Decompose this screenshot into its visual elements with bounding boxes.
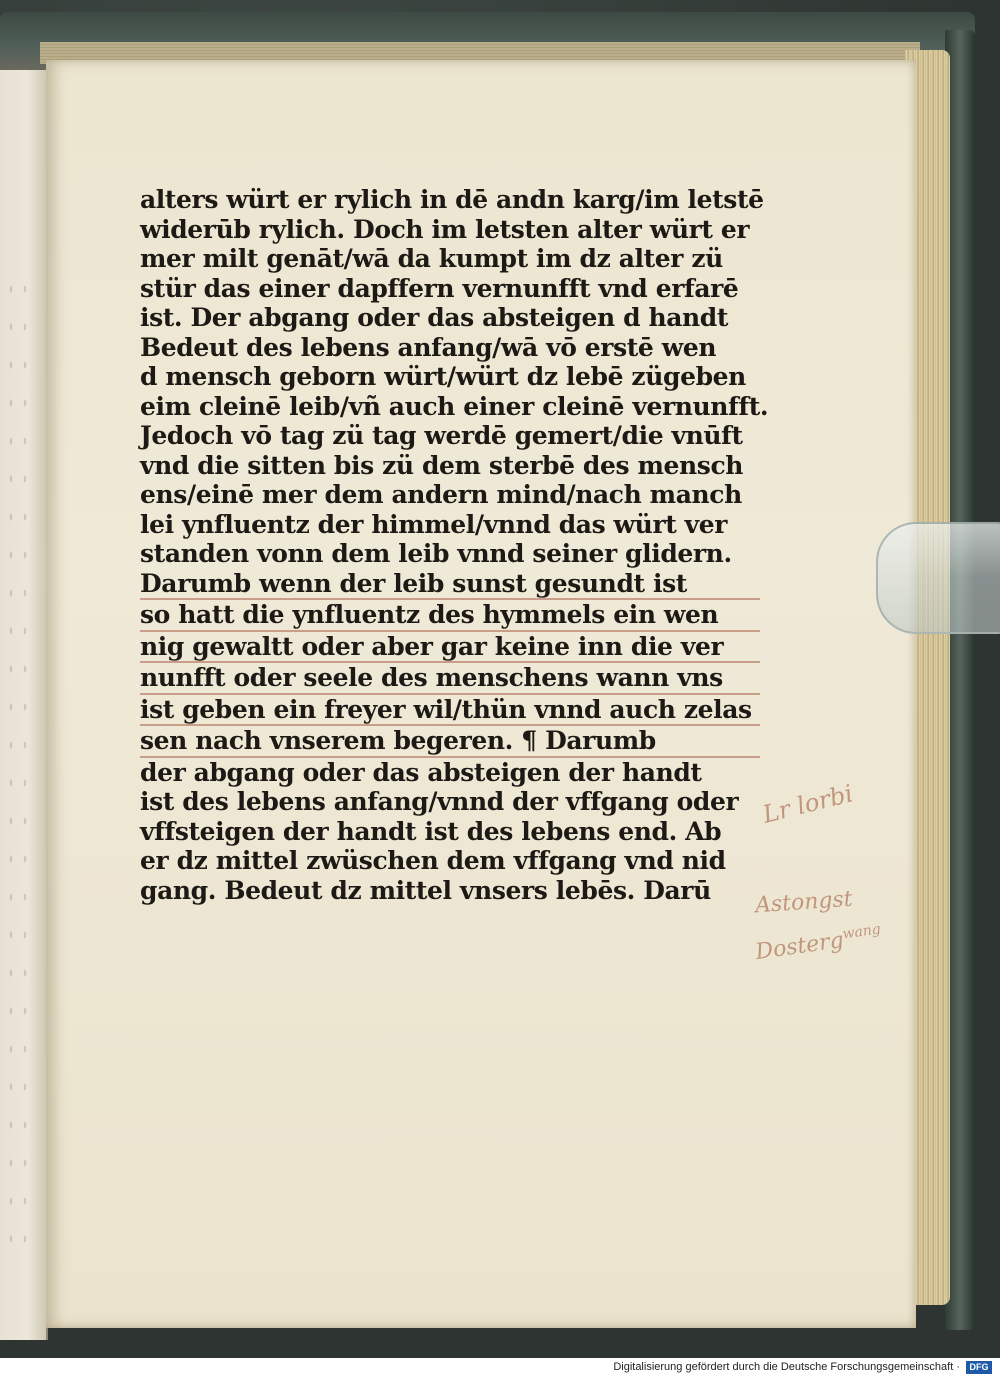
text-line: so hatt die ynfluentz des hymmels ein wen bbox=[140, 600, 760, 632]
text-line: er dz mittel zwüschen dem vffgang vnd nid bbox=[140, 846, 726, 875]
marginal-note-superscript: wang bbox=[841, 921, 882, 943]
text-line: eim cleinē leib/vñ auch einer cleinē vernunfft. bbox=[140, 391, 769, 421]
dfg-logo: DFG bbox=[966, 1361, 992, 1374]
text-line: standen vonn dem leib vnnd seiner glidern. bbox=[140, 539, 732, 568]
text-line: d mensch geborn würt/würt dz lebē zügeben bbox=[140, 362, 746, 391]
text-line: mer milt genāt/wā da kumpt im dz alter zü bbox=[140, 244, 723, 273]
marginal-note-text: Dosterg bbox=[753, 927, 846, 966]
text-line: nig gewaltt oder aber gar keine inn die ver bbox=[140, 632, 760, 664]
text-line: sen nach vnserem begeren. ¶ Darumb bbox=[140, 726, 760, 758]
bleed-through-marks bbox=[4, 270, 34, 1270]
text-line: Bedeut des lebens anfang/wā vō erstē wen bbox=[140, 332, 717, 362]
text-line: stür das einer dapffern vernunfft vnd erfarē bbox=[140, 273, 739, 303]
marginal-note: Lr lorbi bbox=[759, 779, 856, 829]
transparent-page-clip bbox=[876, 522, 1000, 634]
text-line: der abgang oder das absteigen der handt bbox=[140, 757, 702, 787]
footer-credit: Digitalisierung gefördert durch die Deutsche Forschungsgemeinschaft · bbox=[613, 1361, 960, 1373]
text-line: ens/einē mer dem andern mind/nach manch bbox=[140, 480, 742, 509]
text-line: vnd die sitten bis zü dem sterbē des mensch bbox=[140, 450, 744, 480]
text-line: widerūb rylich. Doch im letsten alter würt er bbox=[140, 214, 750, 244]
text-line: Jedoch vō tag zü tag werdē gemert/die vnūft bbox=[140, 421, 743, 450]
text-line: ist geben ein freyer wil/thün vnnd auch zelas bbox=[140, 695, 760, 727]
blackletter-text-block bbox=[140, 185, 769, 905]
text-line: alters würt er rylich in dē andn karg/im letstē bbox=[140, 185, 764, 214]
text-line: vffsteigen der handt ist des lebens end. Ab bbox=[140, 816, 722, 846]
text-line: gang. Bedeut dz mittel vnsers lebēs. Darū bbox=[140, 875, 711, 905]
text-line: ist. Der abgang oder das absteigen d handt bbox=[140, 303, 729, 332]
text-line: lei ynfluentz der himmel/vnnd das würt ver bbox=[140, 509, 728, 539]
left-page-edge bbox=[0, 70, 48, 1340]
text-line: nunfft oder seele des menschens wann vns bbox=[140, 663, 760, 695]
marginal-note: Astongst bbox=[754, 886, 854, 919]
text-line: ist des lebens anfang/vnnd der vffgang oder bbox=[140, 787, 739, 816]
text-line: Darumb wenn der leib sunst gesundt ist bbox=[140, 569, 760, 601]
